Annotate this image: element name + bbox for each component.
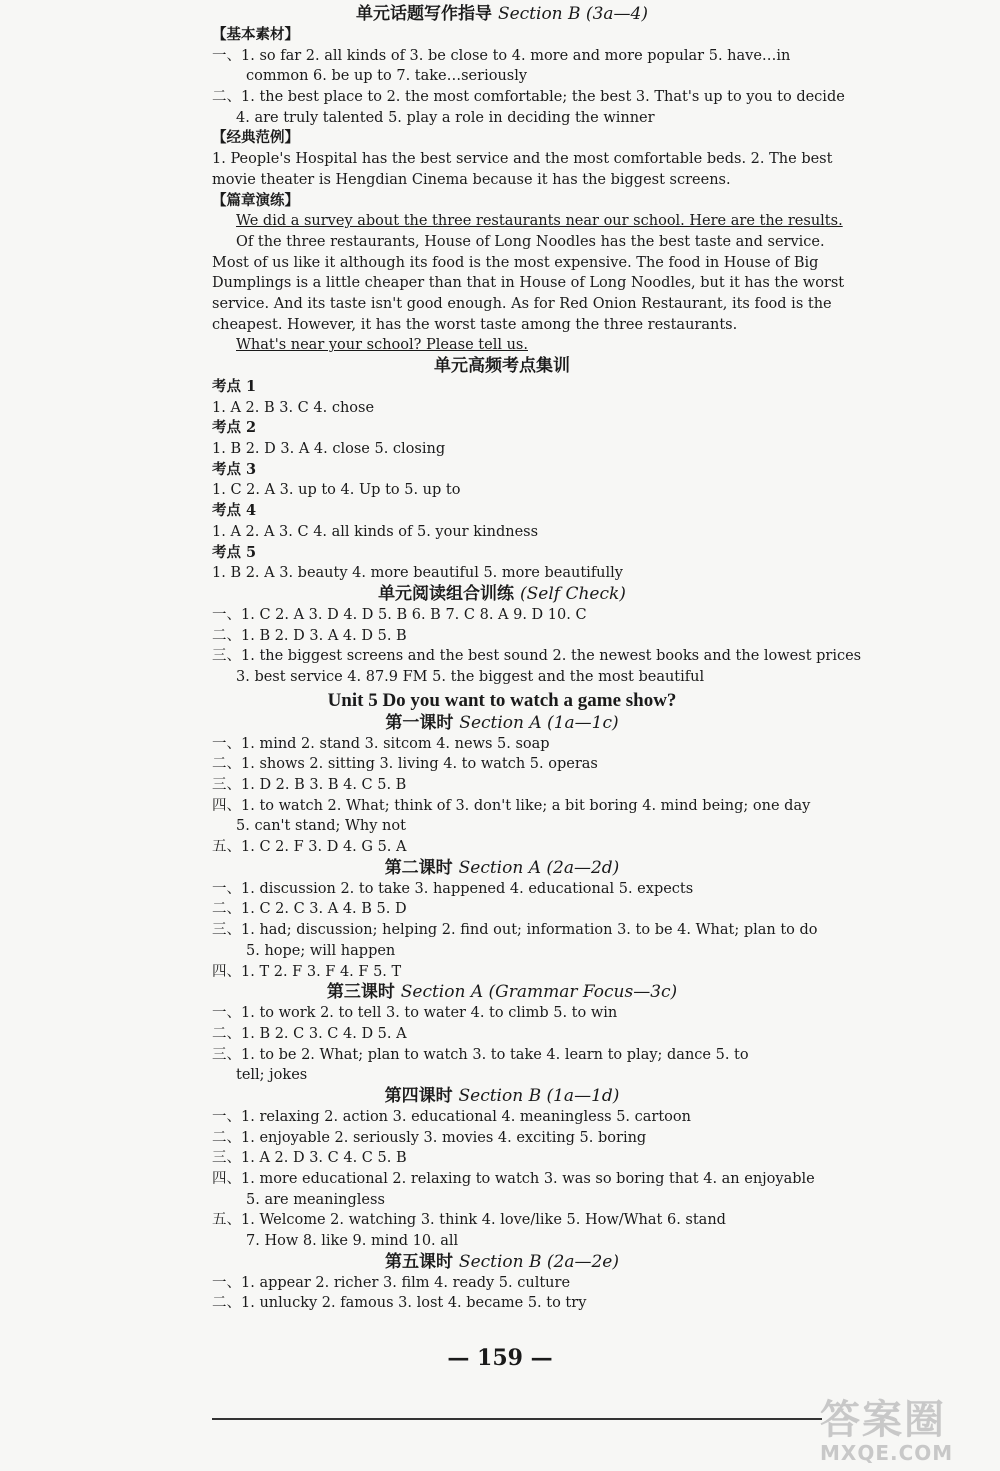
lesson-title: 第四课时 Section B (1a—1d) [384,1085,620,1106]
high-frequency-title: 单元高频考点集训 [434,356,570,376]
answer-line: 二、1. B 2. D 3. A 4. D 5. B [212,627,407,644]
kaodian-label: 考点 2 [212,419,257,437]
answer-line: 1. C 2. A 3. up to 4. Up to 5. up to [212,482,461,499]
answer-line: 1. A 2. A 3. C 4. all kinds of 5. your kindness [212,523,539,540]
answer-line: 二、1. shows 2. sitting 3. living 4. to watch 5. operas [212,756,598,773]
answer-line: movie theater is Hengdian Cinema because it has the biggest screens. [212,171,731,188]
example-header: 【经典范例】 [212,129,299,147]
answer-line: common 6. be up to 7. take…seriously [246,68,528,85]
writing-guide-title: 单元话题写作指导 Section B (3a—4) [356,4,648,24]
lesson-title: 第五课时 Section B (2a—2e) [385,1251,619,1272]
essay-line: cheapest. However, it has the worst taste among the three restaurants. [212,316,738,333]
answer-line: 三、1. to be 2. What; plan to watch 3. to take 4. learn to play; dance 5. to [212,1046,749,1063]
answer-line: 5. hope; will happen [246,942,396,959]
answer-line: 一、1. discussion 2. to take 3. happened 4. educational 5. expects [212,880,694,897]
answer-line: 二、1. B 2. C 3. C 4. D 5. A [212,1025,407,1042]
answer-line: 1. B 2. A 3. beauty 4. more beautiful 5. more beautifully [212,565,623,582]
answer-line: 1. B 2. D 3. A 4. close 5. closing [212,441,446,458]
answer-line: 三、1. had; discussion; helping 2. find out; information 3. to be 4. What; plan to do [212,922,818,939]
answer-line: 二、1. enjoyable 2. seriously 3. movies 4. exciting 5. boring [212,1129,647,1146]
reading-title: 单元阅读组合训练 (Self Check) [378,583,626,604]
essay-line: Dumplings is a little cheaper than that in House of Long Noodles, but it has the worst [212,275,845,292]
answer-line: 二、1. C 2. C 3. A 4. B 5. D [212,901,407,918]
lesson-title: 第三课时 Section A (Grammar Focus—3c) [326,982,678,1003]
essay-line: Of the three restaurants, House of Long Noodles has the best taste and service. [236,233,825,250]
answer-line: 一、1. so far 2. all kinds of 3. be close to 4. more and more popular 5. have…in [212,47,791,64]
answer-line: 三、1. A 2. D 3. C 4. C 5. B [212,1150,407,1167]
answer-line: tell; jokes [236,1067,308,1084]
answer-line: 7. How 8. like 9. mind 10. all [246,1233,459,1250]
answer-line: 三、1. D 2. B 3. B 4. C 5. B [212,777,407,793]
answer-line: 二、1. unlucky 2. famous 3. lost 4. became 5. to try [212,1295,587,1312]
answer-line: 二、1. the best place to 2. the most comfortable; the best 3. That's up to you to decide [212,89,845,106]
answer-line: 一、1. relaxing 2. action 3. educational 4. meaningless 5. cartoon [212,1108,691,1125]
lesson-title: 第一课时 Section A (1a—1c) [385,712,619,733]
answer-line: 一、1. to work 2. to tell 3. to water 4. to climb 5. to win [212,1005,618,1022]
essay-line: What's near your school? Please tell us. [236,337,528,354]
answer-line: 五、1. Welcome 2. watching 3. think 4. love/like 5. How/What 6. stand [212,1212,726,1229]
essay-line: service. And its taste isn't good enough. As for Red Onion Restaurant, its food is the [212,295,832,312]
kaodian-label: 考点 4 [212,502,257,520]
answer-line: 1. People's Hospital has the best service and the most comfortable beds. 2. The best [212,151,833,168]
essay-line: We did a survey about the three restaurants near our school. Here are the results. [236,213,843,230]
page-number: — 159 — [447,1345,553,1371]
kaodian-label: 考点 1 [212,378,257,395]
answer-line: 1. A 2. B 3. C 4. chose [212,399,375,416]
watermark-logo: 答案圈 MXQE.COM [820,1397,954,1465]
footer-rule [212,1418,822,1420]
lesson-title: 第二课时 Section A (2a—2d) [384,857,620,878]
answer-page [212,4,862,1314]
answer-line: 5. can't stand; Why not [236,818,406,835]
kaodian-label: 考点 3 [212,460,257,478]
answer-line: 5. are meaningless [246,1191,385,1208]
answer-line: 五、1. C 2. F 3. D 4. G 5. A [212,839,407,856]
answer-line: 一、1. appear 2. richer 3. film 4. ready 5. culture [212,1274,571,1291]
essay-header: 【篇章演练】 [212,191,299,209]
kaodian-label: 考点 5 [212,543,257,561]
answer-line: 四、1. to watch 2. What; think of 3. don't like; a bit boring 4. mind being; one day [212,797,811,814]
basic-material-header: 【基本素材】 [212,26,299,43]
answer-line: 一、1. C 2. A 3. D 4. D 5. B 6. B 7. C 8. A 9. D 10. C [212,606,587,623]
unit-title: Unit 5 Do you want to watch a game show? [327,689,677,711]
answer-line: 四、1. T 2. F 3. F 4. F 5. T [212,963,402,980]
answer-line: 一、1. mind 2. stand 3. sitcom 4. news 5. soap [212,735,550,752]
answer-line: 4. are truly talented 5. play a role in deciding the winner [236,109,655,126]
answer-line: 四、1. more educational 2. relaxing to watch 3. was so boring that 4. an enjoyable [212,1171,815,1187]
answer-line: 三、1. the biggest screens and the best sound 2. the newest books and the lowest prices [212,648,862,665]
answer-line: 3. best service 4. 87.9 FM 5. the biggest and the most beautiful [236,668,705,685]
essay-line: Most of us like it although its food is the most expensive. The food in House of Big [212,254,819,271]
